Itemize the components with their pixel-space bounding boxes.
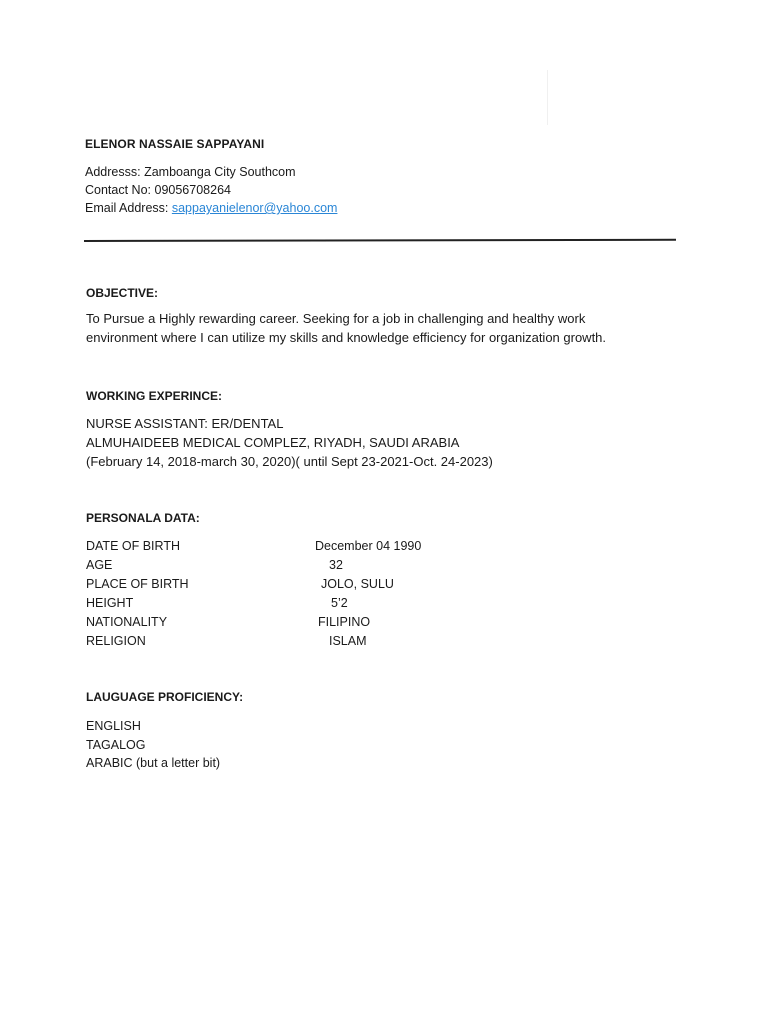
language-heading: LAUGUAGE PROFICIENCY: — [86, 690, 244, 704]
experience-heading: WORKING EXPERINCE: — [86, 389, 223, 403]
personal-data-heading: PERSONALA DATA: — [86, 511, 200, 525]
data-label: DATE OF BIRTH — [86, 539, 180, 553]
data-value: 5’2 — [331, 596, 348, 610]
data-value: 32 — [329, 558, 343, 572]
data-value: FILIPINO — [318, 615, 371, 629]
scan-artifact — [547, 70, 548, 125]
language-item: TAGALOG — [86, 737, 146, 752]
experience-position: NURSE ASSISTANT: ER/DENTAL — [86, 416, 284, 431]
data-label: HEIGHT — [86, 596, 134, 610]
language-list — [86, 717, 220, 773]
objective-heading: OBJECTIVE: — [86, 286, 159, 300]
header-divider — [84, 239, 676, 242]
language-item: ARABIC (but a letter bit) — [86, 756, 221, 770]
data-value: ISLAM — [329, 634, 367, 648]
contact-label: Contact No: — [85, 183, 152, 197]
data-value: JOLO, SULU — [321, 577, 394, 591]
contact-block — [85, 163, 337, 217]
objective-line-2: environment where I can utilize my skills and knowledge efficiency for organization growth. — [86, 330, 607, 345]
contact-value: 09056708264 — [154, 183, 231, 197]
data-label: RELIGION — [86, 634, 146, 648]
address-label: Addresss: — [85, 165, 141, 179]
data-value: December 04 1990 — [315, 539, 422, 553]
contact-line — [85, 181, 337, 199]
email-line — [85, 199, 337, 217]
email-label: Email Address: — [85, 201, 169, 215]
experience-details — [86, 414, 493, 471]
data-label: AGE — [86, 558, 113, 572]
applicant-name: ELENOR NASSAIE SAPPAYANI — [85, 137, 265, 151]
email-link[interactable]: sappayanielenor@yahoo.com — [171, 201, 338, 215]
experience-employer: ALMUHAIDEEB MEDICAL COMPLEZ, RIYADH, SAUDI ARABIA — [86, 435, 460, 450]
address-line — [85, 163, 337, 181]
language-item: ENGLISH — [86, 719, 141, 733]
data-label: PLACE OF BIRTH — [86, 577, 189, 591]
experience-dates: (February 14, 2018-march 30, 2020)( until Sept 23-2021-Oct. 24-2023) — [86, 454, 493, 469]
data-label: NATIONALITY — [86, 615, 168, 629]
objective-text — [86, 309, 606, 347]
objective-line-1: To Pursue a Highly rewarding career. Seeking for a job in challenging and healthy work — [86, 311, 586, 326]
address-value: Zamboanga City Southcom — [144, 165, 296, 179]
